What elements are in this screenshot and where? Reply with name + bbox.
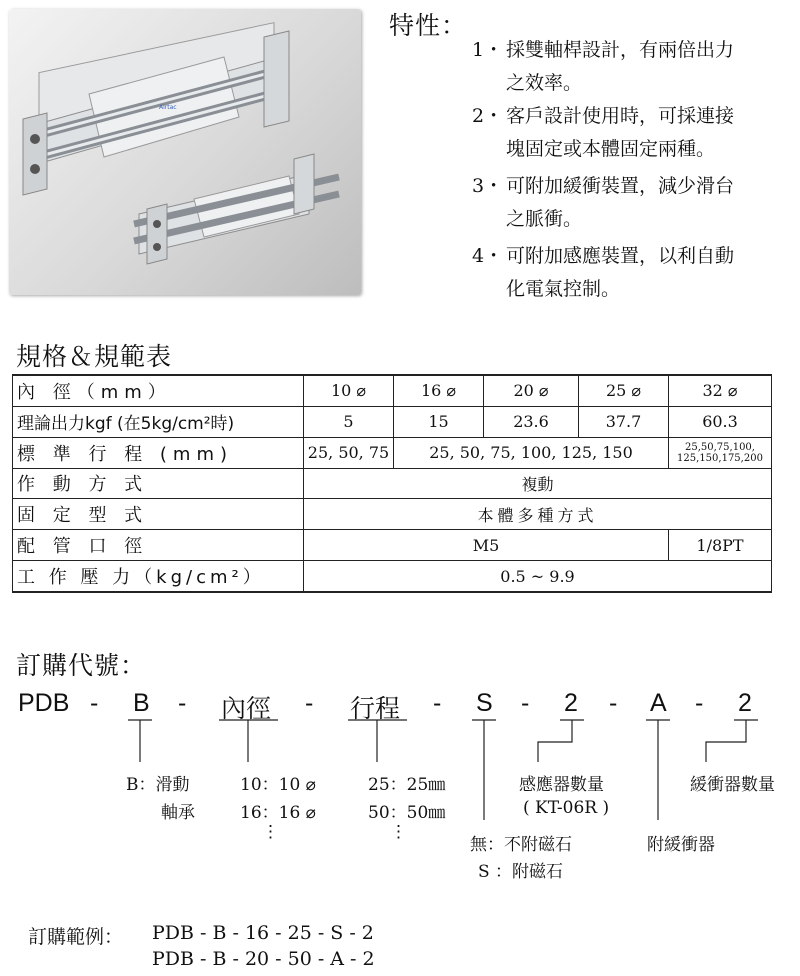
buffer-qty-label: 緩衝器數量 [690,775,775,795]
code-magnet: S [476,689,493,717]
bore-more-dots: ⋮ [262,822,279,842]
cell-stroke-10: 25, 50, 75 [304,437,394,468]
feature-number: 1・ [472,39,504,61]
table-row-mount [13,499,772,530]
cell-bore-32: 32 ⌀ [669,375,772,406]
table-row-stroke [13,437,772,468]
cell-force-16: 15 [394,406,484,437]
example-code-2: PDB - B - 20 - 50 - A - 2 [152,948,375,970]
cell-mount: 本體多種方式 [304,499,772,530]
row-label: 理論出力kgf (在5kg/cm²時) [13,406,304,437]
row-label: 作 動 方 式 [13,468,304,499]
cell-force-20: 23.6 [484,406,579,437]
feature-number: 3・ [472,175,504,197]
table-row-bore [13,375,772,406]
cell-force-32: 60.3 [669,406,772,437]
code-prefix: PDB [18,689,70,717]
bearing-option-continued: 軸承 [161,803,195,823]
feature-text-continued: 之脈衝。 [506,208,583,230]
row-label: 固 定 型 式 [13,499,304,530]
feature-text: 採雙軸桿設計，有兩倍出力 [506,39,735,61]
features-title: 特性： [389,11,468,40]
feature-text-continued: 之效率。 [506,72,583,94]
code-bearing: B [133,689,150,717]
cell-bore-16: 16 ⌀ [394,375,484,406]
cell-bore-25: 25 ⌀ [579,375,669,406]
code-buffer: A [650,689,667,717]
magnet-option-none: 無：不附磁石 [470,835,572,855]
table-row-pressure [13,561,772,592]
slide-cylinder-illustration [9,9,361,295]
code-dash: - [178,689,187,717]
code-dash: - [433,689,442,717]
cell-stroke-32-line2: 125,150,175,200 [677,452,763,464]
feature-number: 4・ [472,245,504,267]
cell-bore-20: 20 ⌀ [484,375,579,406]
bore-option-16: 16：16 ⌀ [240,803,316,823]
magnet-option-s: S ：附磁石 [478,862,564,882]
cell-force-25: 37.7 [579,406,669,437]
cell-force-10: 5 [304,406,394,437]
feature-item-4 [472,240,797,306]
stroke-option-25: 25：25㎜ [368,775,446,795]
cell-stroke-32-line1: 25,50,75,100, [685,441,755,453]
sensor-qty-label: 感應器數量 [519,775,604,795]
feature-number: 2・ [472,105,504,127]
code-dash: - [695,689,704,717]
svg-text:Airtac: Airtac [159,104,177,111]
bore-option-10: 10：10 ⌀ [240,775,316,795]
example-code-1: PDB - B - 16 - 25 - S - 2 [152,922,374,944]
feature-item-1 [472,34,797,100]
code-bore: 內徑 [221,695,272,723]
feature-text: 客戶設計使用時，可採連接 [506,105,735,127]
code-dash: - [521,689,530,717]
code-stroke: 行程 [350,695,401,723]
feature-text-continued: 化電氣控制。 [506,278,621,300]
row-label: 配 管 口 徑 [13,530,304,561]
table-row-port [13,530,772,561]
cell-port: M5 [304,530,669,561]
feature-text: 可附加感應裝置，以利自動 [506,245,735,267]
feature-text: 可附加緩衝裝置，減少滑台 [506,175,735,197]
row-label: 標 準 行 程 (mm) [13,437,304,468]
code-dash: - [90,689,99,717]
code-sensor-qty: 2 [564,689,578,717]
cell-stroke-32 [669,437,772,468]
feature-item-3 [472,170,797,236]
row-label: 內 徑（mm） [13,375,304,406]
row-label: 工 作 壓 力（kg/cm²） [13,561,304,592]
product-photo [9,9,361,295]
code-dash: - [609,689,618,717]
cell-stroke-16-25: 25, 50, 75, 100, 125, 150 [394,437,669,468]
cell-bore-10: 10 ⌀ [304,375,394,406]
table-row-force [13,406,772,437]
cell-action: 複動 [304,468,772,499]
cell-pressure: 0.5 ~ 9.9 [304,561,772,592]
order-title: 訂購代號： [16,651,147,680]
cell-port-32: 1/8PT [669,530,772,561]
stroke-more-dots: ⋮ [390,822,407,842]
table-row-action [13,468,772,499]
code-dash: - [305,689,314,717]
spec-title: 規格＆規範表 [16,342,173,371]
stroke-option-50: 50：50㎜ [368,803,446,823]
bearing-option: B：滑動 [126,775,190,795]
example-label: 訂購範例： [28,926,124,948]
feature-text-continued: 塊固定或本體固定兩種。 [506,138,716,160]
sensor-model: ( KT-06R ) [523,798,610,818]
buffer-option: 附緩衝器 [647,835,715,855]
feature-item-2 [472,100,797,166]
spec-table [12,374,772,593]
code-buffer-qty: 2 [738,689,752,717]
